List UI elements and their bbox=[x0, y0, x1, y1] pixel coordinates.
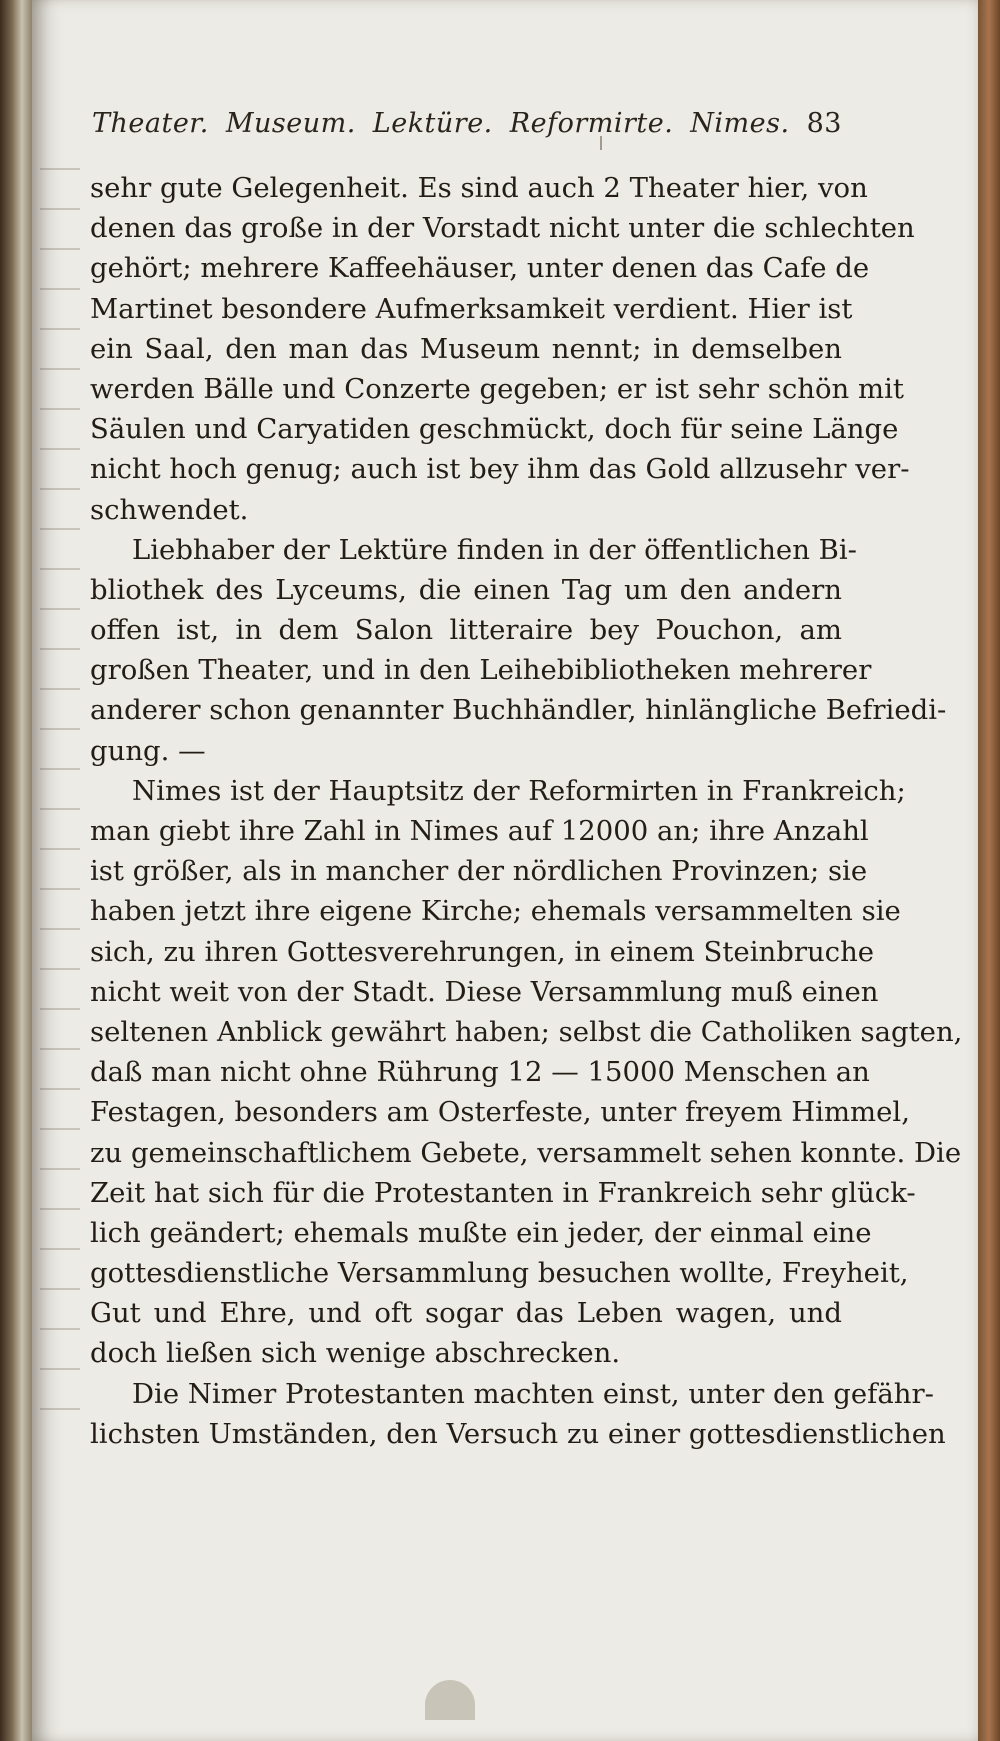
text-line: lichsten Umständen, den Versuch zu einer gottesdienstlichen bbox=[90, 1417, 946, 1450]
show-through-text bbox=[40, 140, 80, 1440]
running-head-museum: Museum. bbox=[225, 108, 356, 139]
text-line: gung. — bbox=[90, 734, 206, 767]
text-line: man giebt ihre Zahl in Nimes auf 12000 an; ihre Anzahl bbox=[90, 815, 869, 847]
text-line: werden Bälle und Conzerte gegeben; er ist sehr schön mit bbox=[90, 372, 904, 405]
running-head-reformirte: Reformirte. bbox=[509, 108, 674, 139]
text-line: zu gemeinschaftlichem Gebete, versammelt sehen konnte. Die bbox=[90, 1136, 962, 1169]
text-line: Liebhaber der Lektüre finden in der öffentlichen Bi- bbox=[132, 533, 857, 566]
running-head-lektuere: Lektüre. bbox=[372, 108, 493, 139]
text-line: lich geändert; ehemals mußte ein jeder, der einmal eine bbox=[90, 1216, 872, 1249]
text-line: denen das große in der Vorstadt nicht unter die schlechten bbox=[90, 212, 915, 245]
book-cover-edge bbox=[978, 0, 1000, 1741]
text-line: sich, zu ihren Gottesverehrungen, in einem Steinbruche bbox=[90, 935, 875, 968]
text-line: doch ließen sich wenige abschrecken. bbox=[90, 1337, 621, 1370]
text-line: daß man nicht ohne Rührung 12 — 15000 Menschen an bbox=[90, 1056, 870, 1089]
text-line: sehr gute Gelegenheit. Es sind auch 2 Theater hier, von bbox=[90, 172, 868, 204]
text-line: ist größer, als in mancher der nördlichen Provinzen; sie bbox=[90, 855, 868, 888]
body-text bbox=[90, 168, 963, 1454]
text-line: Zeit hat sich für die Protestanten in Frankreich sehr glück- bbox=[90, 1176, 916, 1209]
text-line: offen ist, in dem Salon litteraire bey Pouchon, am bbox=[90, 614, 842, 647]
text-line: Die Nimer Protestanten machten einst, unter den gefähr- bbox=[132, 1377, 934, 1410]
text-line: seltenen Anblick gewährt haben; selbst die Catholiken sagten, bbox=[90, 1015, 963, 1048]
text-line: großen Theater, und in den Leihebibliotheken mehrerer bbox=[90, 654, 872, 687]
text-line: anderer schon genannter Buchhändler, hinlängliche Befriedi- bbox=[90, 694, 947, 727]
text-line: nicht hoch genug; auch ist bey ihm das Gold allzusehr ver- bbox=[90, 453, 910, 486]
running-head-nimes: Nimes. bbox=[690, 108, 790, 139]
text-line: haben jetzt ihre eigene Kirche; ehemals versammelten sie bbox=[90, 895, 901, 928]
text-line: gehört; mehrere Kaffeehäuser, unter denen das Cafe de bbox=[90, 252, 870, 285]
running-header bbox=[92, 108, 842, 156]
text-line: schwendet. bbox=[90, 493, 249, 526]
text-line: Säulen und Caryatiden geschmückt, doch für seine Länge bbox=[90, 413, 899, 446]
text-line: ein Saal, den man das Museum nennt; in demselben bbox=[90, 332, 842, 365]
page-number: 83 bbox=[806, 108, 842, 139]
text-line: Martinet besondere Aufmerksamkeit verdient. Hier ist bbox=[90, 292, 853, 325]
text-line: gottesdienstliche Versammlung besuchen wollte, Freyheit, bbox=[90, 1257, 909, 1290]
text-line: Nimes ist der Hauptsitz der Reformirten in Frankreich; bbox=[132, 774, 906, 807]
text-line: bliothek des Lyceums, die einen Tag um den andern bbox=[90, 573, 842, 606]
text-line: Gut und Ehre, und oft sogar das Leben wagen, und bbox=[90, 1297, 842, 1330]
running-head-theater: Theater. bbox=[92, 108, 209, 139]
text-line: nicht weit von der Stadt. Diese Versammlung muß einen bbox=[90, 975, 879, 1008]
text-line: Festagen, besonders am Osterfeste, unter freyem Himmel, bbox=[90, 1096, 910, 1129]
